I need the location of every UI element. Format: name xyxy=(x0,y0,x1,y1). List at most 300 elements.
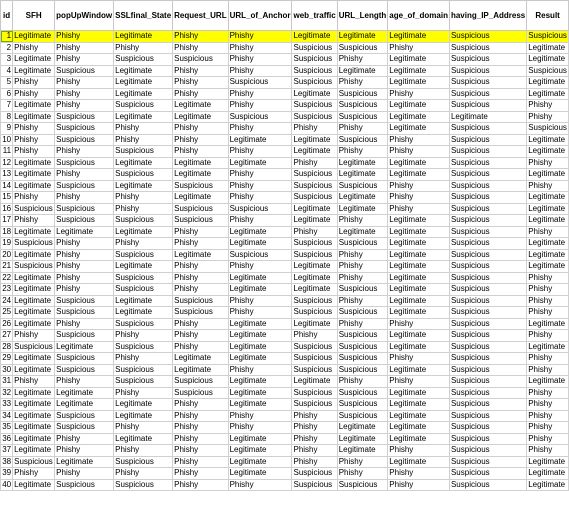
table-cell[interactable]: Legitimate xyxy=(13,410,55,422)
table-cell[interactable]: Legitimate xyxy=(449,111,526,123)
table-cell[interactable]: Suspicious xyxy=(14,261,53,271)
table-cell[interactable]: Phishy xyxy=(527,157,569,169)
table-cell[interactable]: Phishy xyxy=(55,192,114,204)
table-cell[interactable]: Suspicious xyxy=(449,134,526,146)
table-cell[interactable]: Legitimate xyxy=(527,479,569,491)
table-cell[interactable]: Legitimate xyxy=(13,180,55,192)
table-cell[interactable]: Legitimate xyxy=(527,238,569,250)
row-id-cell[interactable]: 4 xyxy=(1,65,13,77)
table-cell[interactable]: Legitimate xyxy=(114,180,173,192)
table-cell[interactable]: Phishy xyxy=(114,192,173,204)
table-cell[interactable]: Legitimate xyxy=(527,192,569,204)
table-cell[interactable]: Phishy xyxy=(228,169,292,181)
table-cell[interactable]: Phishy xyxy=(13,192,55,204)
table-cell[interactable]: Suspicious xyxy=(449,364,526,376)
table-cell[interactable]: Legitimate xyxy=(388,261,450,273)
row-id-cell[interactable]: 35 xyxy=(2,422,12,432)
table-cell[interactable]: Suspicious xyxy=(337,238,388,250)
table-cell[interactable]: Phishy xyxy=(173,31,228,43)
table-cell[interactable]: Phishy xyxy=(228,410,292,422)
table-cell[interactable]: Suspicious xyxy=(449,318,526,330)
table-cell[interactable]: Legitimate xyxy=(114,307,173,319)
table-cell[interactable]: Legitimate xyxy=(228,353,292,365)
table-cell[interactable]: Phishy xyxy=(114,203,173,215)
table-cell[interactable]: Phishy xyxy=(527,387,569,399)
table-cell[interactable]: Legitimate xyxy=(388,123,450,135)
table-cell[interactable]: Phishy xyxy=(114,387,173,399)
row-id-cell[interactable]: 30 xyxy=(2,364,12,374)
table-cell[interactable]: Suspicious xyxy=(55,410,114,422)
table-cell[interactable]: Suspicious xyxy=(337,42,388,54)
table-cell[interactable]: Legitimate xyxy=(13,307,55,319)
table-cell[interactable]: Legitimate xyxy=(388,410,450,422)
table-cell[interactable]: Suspicious xyxy=(173,203,228,215)
table-cell[interactable]: Suspicious xyxy=(449,31,526,43)
table-cell[interactable]: Phishy xyxy=(55,42,114,54)
table-cell[interactable]: Phishy xyxy=(337,376,388,388)
table-cell[interactable]: Phishy xyxy=(228,54,292,66)
table-cell[interactable]: Legitimate xyxy=(337,65,388,77)
table-cell[interactable]: Suspicious xyxy=(449,353,526,365)
table-cell[interactable]: Phishy xyxy=(55,238,114,250)
row-id-cell[interactable]: 27 xyxy=(2,330,12,340)
table-cell[interactable]: Phishy xyxy=(55,77,114,89)
table-cell[interactable]: Legitimate xyxy=(388,387,450,399)
table-cell[interactable]: Legitimate xyxy=(337,203,388,215)
row-id-cell[interactable]: 7 xyxy=(1,100,13,112)
table-cell[interactable]: Legitimate xyxy=(388,249,450,261)
table-cell[interactable]: Legitimate xyxy=(114,410,173,422)
table-cell[interactable]: Legitimate xyxy=(114,261,173,273)
table-cell[interactable]: Phishy xyxy=(13,88,55,100)
table-cell[interactable]: Phishy xyxy=(388,192,450,204)
table-cell[interactable]: Suspicious xyxy=(114,54,173,66)
table-cell[interactable]: Suspicious xyxy=(449,341,526,353)
table-cell[interactable]: Legitimate xyxy=(173,364,228,376)
table-cell[interactable]: Phishy xyxy=(173,226,228,238)
table-cell[interactable]: Legitimate xyxy=(13,111,55,123)
table-cell[interactable]: Phishy xyxy=(527,364,569,376)
table-cell[interactable]: Suspicious xyxy=(14,456,53,466)
table-cell[interactable]: Phishy xyxy=(114,42,173,54)
table-cell[interactable]: Suspicious xyxy=(449,226,526,238)
table-cell[interactable]: Phishy xyxy=(337,295,388,307)
table-cell[interactable]: Phishy xyxy=(228,42,292,54)
table-cell[interactable]: Legitimate xyxy=(228,272,292,284)
table-cell[interactable]: Suspicious xyxy=(449,100,526,112)
table-cell[interactable]: Legitimate xyxy=(173,249,228,261)
table-cell[interactable]: Legitimate xyxy=(228,468,292,480)
table-cell[interactable]: Legitimate xyxy=(13,31,55,43)
table-cell[interactable]: Suspicious xyxy=(173,376,228,388)
table-cell[interactable]: Suspicious xyxy=(292,468,337,480)
table-cell[interactable]: Suspicious xyxy=(449,157,526,169)
table-cell[interactable]: Legitimate xyxy=(228,433,292,445)
row-id-cell[interactable]: 21 xyxy=(2,261,12,271)
table-cell[interactable]: Legitimate xyxy=(388,65,450,77)
table-cell[interactable]: Phishy xyxy=(173,330,228,342)
table-cell[interactable]: Legitimate xyxy=(228,318,292,330)
table-cell[interactable]: Legitimate xyxy=(388,341,450,353)
table-cell[interactable]: Legitimate xyxy=(13,445,55,457)
table-cell[interactable]: Suspicious xyxy=(55,364,114,376)
column-header-url-length[interactable]: URL_Length xyxy=(337,1,388,31)
table-cell[interactable]: Legitimate xyxy=(114,31,173,43)
table-cell[interactable]: Suspicious xyxy=(114,100,173,112)
table-cell[interactable]: Phishy xyxy=(292,157,337,169)
table-cell[interactable]: Phishy xyxy=(527,422,569,434)
column-header-having-ip-address[interactable]: having_IP_Address xyxy=(449,1,526,31)
table-cell[interactable]: Phishy xyxy=(173,433,228,445)
table-cell[interactable]: Suspicious xyxy=(449,456,526,468)
row-id-cell[interactable]: 31 xyxy=(2,376,12,386)
row-id-cell[interactable]: 22 xyxy=(2,272,12,282)
table-cell[interactable]: Phishy xyxy=(55,249,114,261)
table-cell[interactable]: Legitimate xyxy=(13,249,55,261)
table-cell[interactable]: Phishy xyxy=(337,77,388,89)
table-cell[interactable]: Phishy xyxy=(13,134,55,146)
table-cell[interactable]: Phishy xyxy=(55,318,114,330)
table-cell[interactable]: Suspicious xyxy=(228,77,292,89)
row-id-cell[interactable]: 24 xyxy=(2,295,12,305)
column-header-request-url[interactable]: Request_URL xyxy=(173,1,228,31)
table-cell[interactable]: Legitimate xyxy=(388,330,450,342)
table-cell[interactable]: Legitimate xyxy=(388,399,450,411)
table-cell[interactable]: Phishy xyxy=(173,341,228,353)
table-cell[interactable]: Phishy xyxy=(527,180,569,192)
table-cell[interactable]: Suspicious xyxy=(55,65,114,77)
table-cell[interactable]: Suspicious xyxy=(55,123,114,135)
table-cell[interactable]: Phishy xyxy=(55,261,114,273)
table-cell[interactable]: Phishy xyxy=(13,330,55,342)
table-cell[interactable]: Suspicious xyxy=(55,422,114,434)
table-cell[interactable]: Phishy xyxy=(388,146,450,158)
table-cell[interactable]: Phishy xyxy=(292,226,337,238)
table-cell[interactable]: Suspicious xyxy=(55,203,114,215)
table-cell[interactable]: Suspicious xyxy=(337,284,388,296)
table-cell[interactable]: Suspicious xyxy=(173,54,228,66)
table-cell[interactable]: Suspicious xyxy=(292,180,337,192)
table-cell[interactable]: Phishy xyxy=(173,65,228,77)
table-cell[interactable]: Phishy xyxy=(114,422,173,434)
table-cell[interactable]: Suspicious xyxy=(449,479,526,491)
table-cell[interactable]: Phishy xyxy=(114,330,173,342)
table-cell[interactable]: Legitimate xyxy=(527,215,569,227)
table-cell[interactable]: Legitimate xyxy=(388,226,450,238)
table-cell[interactable]: Phishy xyxy=(292,410,337,422)
table-cell[interactable]: Legitimate xyxy=(337,157,388,169)
table-cell[interactable]: Legitimate xyxy=(228,284,292,296)
table-cell[interactable]: Legitimate xyxy=(173,169,228,181)
table-cell[interactable]: Legitimate xyxy=(388,456,450,468)
table-cell[interactable]: Legitimate xyxy=(228,238,292,250)
table-cell[interactable]: Phishy xyxy=(228,192,292,204)
table-cell[interactable]: Suspicious xyxy=(292,307,337,319)
table-cell[interactable]: Phishy xyxy=(13,77,55,89)
table-cell[interactable]: Phishy xyxy=(292,422,337,434)
table-cell[interactable]: Suspicious xyxy=(55,353,114,365)
row-id-cell[interactable]: 3 xyxy=(1,54,13,66)
table-cell[interactable]: Suspicious xyxy=(228,249,292,261)
table-cell[interactable]: Phishy xyxy=(173,422,228,434)
table-cell[interactable]: Suspicious xyxy=(337,100,388,112)
table-cell[interactable]: Suspicious xyxy=(228,111,292,123)
table-cell[interactable]: Suspicious xyxy=(114,364,173,376)
table-cell[interactable]: Suspicious xyxy=(449,54,526,66)
table-cell[interactable]: Phishy xyxy=(388,445,450,457)
row-id-cell[interactable]: 39 xyxy=(2,468,12,478)
table-cell[interactable]: Phishy xyxy=(337,146,388,158)
table-cell[interactable]: Phishy xyxy=(228,180,292,192)
row-id-cell[interactable]: 17 xyxy=(2,215,12,225)
table-cell[interactable]: Phishy xyxy=(173,134,228,146)
row-id-cell[interactable]: 20 xyxy=(2,249,12,259)
table-cell[interactable]: Phishy xyxy=(173,468,228,480)
table-cell[interactable]: Legitimate xyxy=(337,445,388,457)
table-cell[interactable]: Suspicious xyxy=(292,111,337,123)
table-cell[interactable]: Phishy xyxy=(388,203,450,215)
table-cell[interactable]: Legitimate xyxy=(388,295,450,307)
table-cell[interactable]: Suspicious xyxy=(337,180,388,192)
table-cell[interactable]: Legitimate xyxy=(292,134,337,146)
table-cell[interactable]: Suspicious xyxy=(14,203,53,213)
table-cell[interactable]: Legitimate xyxy=(527,468,569,480)
table-cell[interactable]: Legitimate xyxy=(114,433,173,445)
row-id-cell[interactable]: 13 xyxy=(2,169,12,179)
table-cell[interactable]: Suspicious xyxy=(449,42,526,54)
row-id-cell[interactable]: 10 xyxy=(2,134,12,144)
row-id-cell[interactable]: 11 xyxy=(1,146,13,158)
table-cell[interactable]: Phishy xyxy=(388,479,450,491)
table-cell[interactable]: Legitimate xyxy=(228,341,292,353)
table-cell[interactable]: Suspicious xyxy=(173,180,228,192)
table-cell[interactable]: Suspicious xyxy=(55,134,114,146)
row-id-cell[interactable]: 25 xyxy=(2,307,12,317)
row-id-cell[interactable]: 16 xyxy=(2,203,12,213)
table-cell[interactable]: Suspicious xyxy=(449,65,526,77)
table-cell[interactable]: Phishy xyxy=(114,238,173,250)
table-cell[interactable]: Suspicious xyxy=(337,307,388,319)
table-cell[interactable]: Suspicious xyxy=(449,399,526,411)
table-cell[interactable]: Suspicious xyxy=(55,330,114,342)
table-cell[interactable]: Phishy xyxy=(55,100,114,112)
row-id-cell[interactable]: 6 xyxy=(1,88,13,100)
table-cell[interactable]: Legitimate xyxy=(13,422,55,434)
table-cell[interactable]: Suspicious xyxy=(292,364,337,376)
table-cell[interactable]: Legitimate xyxy=(114,111,173,123)
table-cell[interactable]: Phishy xyxy=(228,31,292,43)
table-cell[interactable]: Phishy xyxy=(388,134,450,146)
table-cell[interactable]: Legitimate xyxy=(114,295,173,307)
table-cell[interactable]: Suspicious xyxy=(449,468,526,480)
table-cell[interactable]: Phishy xyxy=(228,146,292,158)
table-cell[interactable]: Suspicious xyxy=(449,295,526,307)
table-cell[interactable]: Phishy xyxy=(337,261,388,273)
table-cell[interactable]: Phishy xyxy=(527,433,569,445)
table-cell[interactable]: Legitimate xyxy=(173,111,228,123)
table-cell[interactable]: Legitimate xyxy=(527,88,569,100)
table-cell[interactable]: Suspicious xyxy=(114,169,173,181)
row-id-cell[interactable]: 34 xyxy=(2,410,12,420)
table-cell[interactable]: Phishy xyxy=(292,123,337,135)
table-cell[interactable]: Legitimate xyxy=(228,226,292,238)
table-cell[interactable]: Legitimate xyxy=(337,31,388,43)
table-cell[interactable]: Phishy xyxy=(337,54,388,66)
table-cell[interactable]: Legitimate xyxy=(527,341,569,353)
table-cell[interactable]: Phishy xyxy=(337,456,388,468)
table-cell[interactable]: Legitimate xyxy=(55,456,114,468)
table-cell[interactable]: Suspicious xyxy=(55,479,114,491)
table-cell[interactable]: Phishy xyxy=(337,215,388,227)
table-cell[interactable]: Phishy xyxy=(228,123,292,135)
table-cell[interactable]: Suspicious xyxy=(114,272,173,284)
table-cell[interactable]: Legitimate xyxy=(13,272,55,284)
table-cell[interactable]: Suspicious xyxy=(114,341,173,353)
table-cell[interactable]: Phishy xyxy=(527,111,569,123)
table-cell[interactable]: Suspicious xyxy=(292,353,337,365)
table-cell[interactable]: Legitimate xyxy=(13,318,55,330)
row-id-cell[interactable]: 38 xyxy=(2,456,12,466)
table-cell[interactable]: Phishy xyxy=(337,123,388,135)
table-cell[interactable]: Legitimate xyxy=(527,54,569,66)
table-cell[interactable]: Legitimate xyxy=(527,146,569,158)
table-cell[interactable]: Suspicious xyxy=(292,54,337,66)
table-cell[interactable]: Phishy xyxy=(13,146,55,158)
table-cell[interactable]: Legitimate xyxy=(228,399,292,411)
table-cell[interactable]: Phishy xyxy=(173,318,228,330)
row-id-cell[interactable]: 37 xyxy=(2,445,12,455)
table-cell[interactable]: Legitimate xyxy=(527,456,569,468)
table-cell[interactable]: Legitimate xyxy=(114,157,173,169)
table-cell[interactable]: Phishy xyxy=(527,295,569,307)
table-cell[interactable]: Suspicious xyxy=(114,146,173,158)
table-cell[interactable]: Legitimate xyxy=(527,77,569,89)
table-cell[interactable]: Phishy xyxy=(173,146,228,158)
table-cell[interactable]: Phishy xyxy=(13,376,55,388)
table-cell[interactable]: Suspicious xyxy=(449,238,526,250)
table-cell[interactable]: Phishy xyxy=(527,445,569,457)
table-cell[interactable]: Suspicious xyxy=(528,123,567,133)
table-cell[interactable]: Legitimate xyxy=(55,387,114,399)
table-cell[interactable]: Suspicious xyxy=(337,410,388,422)
table-cell[interactable]: Phishy xyxy=(173,456,228,468)
table-cell[interactable]: Suspicious xyxy=(292,479,337,491)
table-cell[interactable]: Phishy xyxy=(228,479,292,491)
table-cell[interactable]: Phishy xyxy=(114,468,173,480)
table-cell[interactable]: Suspicious xyxy=(55,180,114,192)
table-cell[interactable]: Suspicious xyxy=(114,376,173,388)
table-cell[interactable]: Legitimate xyxy=(292,146,337,158)
table-cell[interactable]: Legitimate xyxy=(527,203,569,215)
table-cell[interactable]: Suspicious xyxy=(449,272,526,284)
table-cell[interactable]: Phishy xyxy=(228,88,292,100)
column-header-sslfinal-state[interactable]: SSLfinal_State xyxy=(114,1,173,31)
table-cell[interactable]: Phishy xyxy=(55,468,114,480)
table-cell[interactable]: Suspicious xyxy=(337,330,388,342)
table-cell[interactable]: Phishy xyxy=(228,215,292,227)
table-cell[interactable]: Legitimate xyxy=(337,192,388,204)
table-cell[interactable]: Suspicious xyxy=(292,42,337,54)
table-cell[interactable]: Suspicious xyxy=(114,456,173,468)
table-cell[interactable]: Phishy xyxy=(527,284,569,296)
table-cell[interactable]: Suspicious xyxy=(114,215,173,227)
table-cell[interactable]: Phishy xyxy=(114,123,173,135)
table-cell[interactable]: Legitimate xyxy=(337,422,388,434)
table-cell[interactable]: Phishy xyxy=(55,146,114,158)
table-cell[interactable]: Legitimate xyxy=(388,31,450,43)
table-cell[interactable]: Legitimate xyxy=(527,42,569,54)
table-cell[interactable]: Legitimate xyxy=(527,249,569,261)
table-cell[interactable]: Phishy xyxy=(55,376,114,388)
table-cell[interactable]: Suspicious xyxy=(337,111,388,123)
table-cell[interactable]: Legitimate xyxy=(388,422,450,434)
table-cell[interactable]: Phishy xyxy=(55,169,114,181)
table-cell[interactable]: Suspicious xyxy=(292,77,337,89)
column-header-result[interactable]: Result xyxy=(527,1,569,31)
row-id-cell[interactable]: 14 xyxy=(2,180,12,190)
table-cell[interactable]: Suspicious xyxy=(449,284,526,296)
table-cell[interactable]: Phishy xyxy=(337,249,388,261)
column-header-popupwindow[interactable]: popUpWindow xyxy=(55,1,114,31)
column-header-url-of-anchor[interactable]: URL_of_Anchor xyxy=(228,1,292,31)
table-cell[interactable]: Phishy xyxy=(173,445,228,457)
table-cell[interactable]: Suspicious xyxy=(228,203,292,215)
table-cell[interactable]: Legitimate xyxy=(527,376,569,388)
table-cell[interactable]: Suspicious xyxy=(449,180,526,192)
table-cell[interactable]: Phishy xyxy=(173,479,228,491)
table-cell[interactable]: Legitimate xyxy=(173,157,228,169)
table-cell[interactable]: Legitimate xyxy=(388,307,450,319)
column-header-id[interactable]: id xyxy=(1,1,13,31)
table-cell[interactable]: Legitimate xyxy=(228,456,292,468)
column-header-web-traffic[interactable]: web_traffic xyxy=(292,1,337,31)
table-cell[interactable]: Legitimate xyxy=(173,100,228,112)
table-cell[interactable]: Legitimate xyxy=(13,226,55,238)
table-cell[interactable]: Legitimate xyxy=(388,157,450,169)
row-id-cell[interactable]: 18 xyxy=(2,226,12,236)
table-cell[interactable]: Phishy xyxy=(114,445,173,457)
table-cell[interactable]: Suspicious xyxy=(292,249,337,261)
row-id-cell[interactable]: 5 xyxy=(1,77,13,89)
row-id-cell[interactable]: 8 xyxy=(1,111,13,123)
table-cell[interactable]: Suspicious xyxy=(449,215,526,227)
table-cell[interactable]: Suspicious xyxy=(449,330,526,342)
table-cell[interactable]: Suspicious xyxy=(292,65,337,77)
table-cell[interactable]: Suspicious xyxy=(337,134,388,146)
table-cell[interactable]: Suspicious xyxy=(292,295,337,307)
table-cell[interactable]: Phishy xyxy=(55,31,114,43)
table-cell[interactable]: Phishy xyxy=(292,456,337,468)
table-cell[interactable]: Suspicious xyxy=(337,387,388,399)
row-id-cell[interactable]: 1 xyxy=(1,31,13,43)
table-cell[interactable]: Legitimate xyxy=(114,77,173,89)
table-cell[interactable]: Phishy xyxy=(173,77,228,89)
table-cell[interactable]: Suspicious xyxy=(449,203,526,215)
row-id-cell[interactable]: 33 xyxy=(2,399,12,409)
table-cell[interactable]: Phishy xyxy=(114,353,173,365)
table-cell[interactable]: Suspicious xyxy=(55,111,114,123)
table-cell[interactable]: Phishy xyxy=(55,88,114,100)
table-cell[interactable]: Legitimate xyxy=(292,284,337,296)
table-cell[interactable]: Legitimate xyxy=(55,341,114,353)
table-cell[interactable]: Legitimate xyxy=(13,295,55,307)
table-cell[interactable]: Legitimate xyxy=(388,364,450,376)
table-cell[interactable]: Legitimate xyxy=(388,77,450,89)
row-id-cell[interactable]: 12 xyxy=(2,157,12,167)
table-cell[interactable]: Legitimate xyxy=(228,376,292,388)
table-cell[interactable]: Phishy xyxy=(173,42,228,54)
table-cell[interactable]: Suspicious xyxy=(292,238,337,250)
